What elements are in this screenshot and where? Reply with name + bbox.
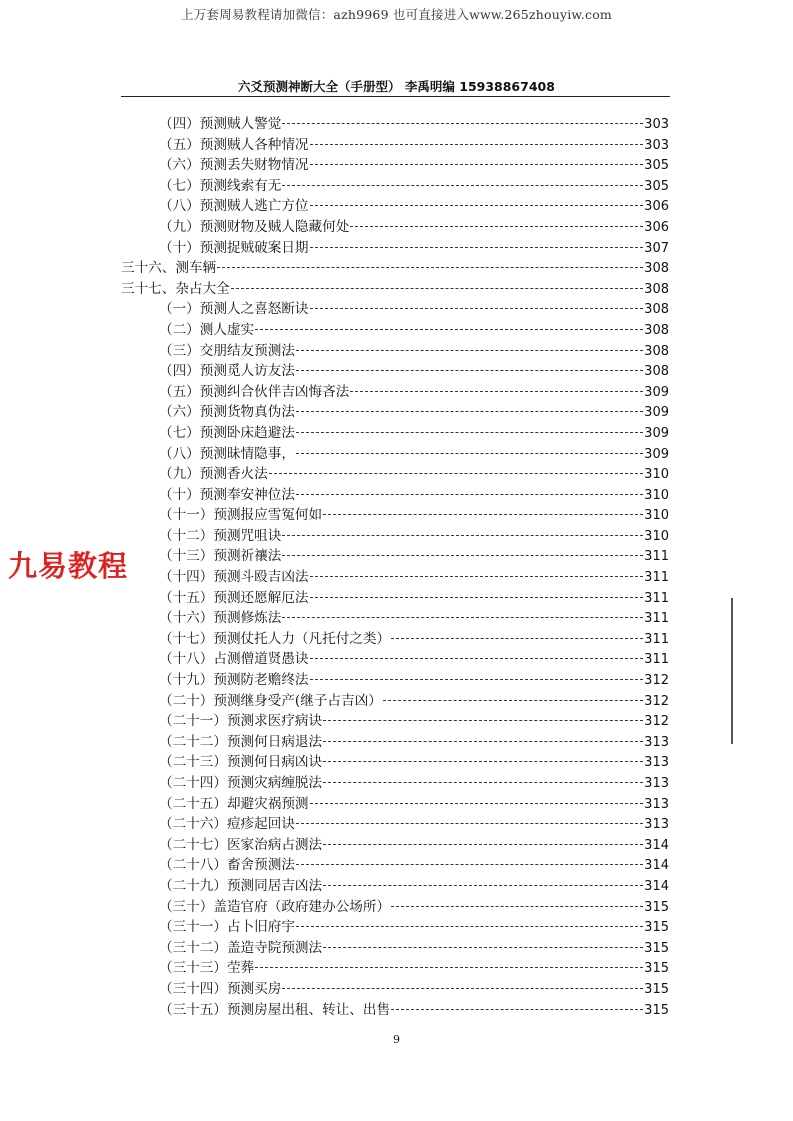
toc-entry-page-number: 310: [644, 508, 669, 524]
toc-entry-label: （一）预测人之喜怒断诀: [159, 301, 309, 318]
toc-dot-leader: [310, 597, 644, 598]
toc-entry-page-number: 315: [644, 940, 669, 956]
toc-dot-leader: [296, 823, 643, 824]
toc-entry-label: （二十九）预测同居吉凶法: [159, 877, 323, 894]
toc-dot-leader: [296, 432, 643, 433]
toc-entry-page-number: 311: [644, 590, 669, 606]
top-banner: 上万套周易教程请加微信：azh9969 也可直接进入www.265zhouyiw.com: [181, 7, 612, 22]
toc-entry-page-number: 309: [644, 446, 669, 462]
toc-subsection-entry: [121, 917, 669, 938]
toc-entry-page-number: 307: [644, 240, 669, 256]
toc-entry-label: （十二）预测咒咀诀: [159, 527, 282, 544]
toc-dot-leader: [310, 576, 644, 577]
toc-subsection-entry: [121, 464, 669, 485]
toc-entry-label: （三十四）预测买房: [159, 980, 282, 997]
toc-subsection-entry: [121, 897, 669, 918]
toc-dot-leader: [296, 453, 643, 454]
toc-entry-page-number: 308: [644, 343, 669, 359]
toc-section-entry: [121, 258, 669, 279]
toc-entry-label: （十五）预测还愿解厄法: [159, 589, 309, 606]
watermark: 九易教程: [8, 549, 129, 583]
toc-subsection-entry: [121, 752, 669, 773]
toc-dot-leader: [282, 185, 643, 186]
toc-entry-label: （三十三）茔葬: [159, 960, 255, 977]
toc-subsection-entry: [121, 299, 669, 320]
toc-subsection-entry: [121, 196, 669, 217]
toc-entry-page-number: 303: [644, 137, 669, 153]
toc-entry-page-number: 312: [644, 673, 669, 689]
toc-subsection-entry: [121, 958, 669, 979]
toc-entry-page-number: 305: [644, 158, 669, 174]
toc-entry-label: （十九）预测防老赡终法: [159, 672, 309, 689]
scan-edge-mark: [731, 598, 733, 744]
toc-entry-label: （二十八）畜舍预测法: [159, 857, 295, 874]
toc-entry-page-number: 313: [644, 755, 669, 771]
toc-entry-label: （十七）预测仗托人力（凡托付之类）: [159, 630, 391, 647]
toc-entry-page-number: 313: [644, 776, 669, 791]
toc-entry-label: （三十一）占卜旧府宇: [159, 919, 295, 936]
toc-dot-leader: [282, 123, 643, 124]
toc-subsection-entry: [121, 649, 669, 670]
toc-entry-label: （九）预测财物及贼人隐藏何处: [159, 218, 350, 235]
toc-dot-leader: [323, 782, 643, 783]
toc-dot-leader: [323, 720, 643, 721]
toc-entry-label: （二十二）预测何日病退法: [159, 733, 323, 750]
page-number: 9: [393, 1033, 400, 1046]
toc-subsection-entry: [121, 855, 669, 876]
toc-dot-leader: [231, 288, 643, 289]
toc-entry-label: （二）测人虚实: [159, 321, 255, 338]
toc-entry-label: （八）预测昧情隐事，: [159, 445, 295, 462]
toc-entry-page-number: 315: [644, 961, 669, 977]
toc-dot-leader: [391, 1009, 643, 1010]
toc-entry-label: 三十六、测车辆: [121, 260, 217, 277]
toc-entry-label: （二十四）预测灾病缠脱法: [159, 775, 323, 791]
toc-dot-leader: [296, 864, 643, 865]
toc-subsection-entry: [121, 814, 669, 835]
toc-dot-leader: [296, 411, 643, 412]
toc-subsection-entry: [121, 588, 669, 609]
toc-entry-label: （二十五）却避灾祸预测: [159, 795, 309, 812]
toc-dot-leader: [323, 761, 643, 762]
toc-entry-label: （十四）预测斗殴吉凶法: [159, 569, 309, 586]
header-rule: [121, 96, 670, 97]
toc-dot-leader: [217, 267, 643, 268]
toc-entry-label: （二十三）预测何日病凶诀: [159, 754, 323, 771]
toc-subsection-entry: [121, 320, 669, 341]
toc-subsection-entry: [121, 485, 669, 506]
toc-dot-leader: [282, 617, 643, 618]
toc-entry-label: （十六）预测修炼法: [159, 610, 282, 627]
toc-dot-leader: [391, 906, 643, 907]
toc-subsection-entry: [121, 505, 669, 526]
toc-entry-page-number: 309: [644, 425, 669, 441]
toc-entry-label: （十八）占测僧道贤愚诀: [159, 651, 309, 668]
toc-subsection-entry: [121, 608, 669, 629]
toc-dot-leader: [282, 555, 643, 556]
toc-subsection-entry: [121, 341, 669, 362]
toc-subsection-entry: [121, 238, 669, 259]
toc-subsection-entry: [121, 444, 669, 465]
toc-entry-page-number: 311: [644, 611, 669, 627]
toc-entry-label: （四）预测觅人访友法: [159, 363, 295, 380]
toc-subsection-entry: [121, 546, 669, 567]
toc-subsection-entry: [121, 1000, 669, 1021]
toc-subsection-entry: [121, 691, 669, 712]
toc-entry-label: （五）预测纠合伙伴吉凶悔吝法: [159, 383, 350, 400]
toc-entry-page-number: 308: [644, 364, 669, 380]
toc-subsection-entry: [121, 217, 669, 238]
toc-entry-label: （七）预测卧床趋避法: [159, 424, 295, 441]
toc-entry-label: （三十）盖造官府（政府建办公场所）: [159, 898, 391, 915]
table-of-contents: [121, 114, 669, 1020]
toc-entry-label: （二十七）医家治病占测法: [159, 836, 323, 853]
toc-entry-page-number: 315: [644, 1002, 669, 1018]
toc-entry-label: （二十一）预测求医疗病诀: [159, 713, 323, 730]
toc-entry-label: （七）预测线索有无: [159, 177, 282, 194]
toc-entry-page-number: 314: [644, 837, 669, 853]
toc-entry-label: （三）交朋结友预测法: [159, 342, 295, 359]
toc-entry-label: （九）预测香火法: [159, 466, 268, 483]
toc-entry-page-number: 310: [644, 487, 669, 503]
toc-entry-page-number: 314: [644, 878, 669, 894]
toc-dot-leader: [391, 638, 643, 639]
toc-entry-label: （十）预测捉贼破案日期: [159, 239, 309, 256]
toc-entry-page-number: 314: [644, 858, 669, 874]
toc-subsection-entry: [121, 835, 669, 856]
toc-entry-page-number: 313: [644, 796, 669, 812]
toc-entry-page-number: 308: [644, 261, 669, 277]
toc-entry-label: （四）预测贼人警觉: [159, 116, 282, 132]
toc-entry-page-number: 311: [644, 549, 669, 565]
toc-subsection-entry: [121, 402, 669, 423]
toc-dot-leader: [296, 350, 643, 351]
toc-entry-label: （十三）预测祈禳法: [159, 548, 282, 565]
toc-entry-label: （二十）预测继身受产(继子占吉凶）: [159, 692, 382, 709]
toc-dot-leader: [323, 947, 643, 948]
toc-entry-label: （六）预测丢失财物情况: [159, 157, 309, 174]
toc-dot-leader: [296, 926, 643, 927]
toc-dot-leader: [310, 144, 644, 145]
toc-entry-page-number: 306: [644, 219, 669, 235]
toc-entry-page-number: 313: [644, 817, 669, 833]
toc-entry-label: （三十二）盖造寺院预测法: [159, 939, 323, 956]
toc-entry-page-number: 312: [644, 693, 669, 709]
toc-entry-page-number: 308: [644, 281, 669, 297]
toc-dot-leader: [323, 885, 643, 886]
toc-subsection-entry: [121, 114, 669, 135]
toc-entry-label: （八）预测贼人逃亡方位: [159, 198, 309, 215]
toc-dot-leader: [323, 514, 643, 515]
toc-subsection-entry: [121, 773, 669, 794]
toc-subsection-entry: [121, 876, 669, 897]
toc-subsection-entry: [121, 135, 669, 156]
toc-entry-label: （六）预测货物真伪法: [159, 404, 295, 421]
toc-dot-leader: [310, 164, 644, 165]
toc-subsection-entry: [121, 423, 669, 444]
toc-entry-page-number: 315: [644, 981, 669, 997]
toc-entry-page-number: 315: [644, 899, 669, 915]
toc-dot-leader: [255, 967, 643, 968]
toc-entry-page-number: 308: [644, 302, 669, 318]
toc-entry-label: 三十七、杂占大全: [121, 280, 230, 297]
toc-dot-leader: [310, 205, 644, 206]
toc-subsection-entry: [121, 979, 669, 1000]
document-header: 六爻预测神断大全（手册型） 李禹明编 15938867408: [238, 79, 555, 94]
toc-entry-label: （三十五）预测房屋出租、转让、出售: [159, 1001, 391, 1018]
toc-subsection-entry: [121, 732, 669, 753]
toc-entry-page-number: 303: [644, 117, 669, 132]
toc-entry-label: （十）预测奉安神位法: [159, 486, 295, 503]
toc-subsection-entry: [121, 794, 669, 815]
toc-dot-leader: [255, 329, 643, 330]
toc-dot-leader: [296, 494, 643, 495]
toc-subsection-entry: [121, 382, 669, 403]
toc-subsection-entry: [121, 567, 669, 588]
toc-dot-leader: [310, 679, 644, 680]
toc-entry-page-number: 315: [644, 920, 669, 936]
toc-entry-page-number: 311: [644, 652, 669, 668]
toc-dot-leader: [310, 247, 644, 248]
toc-dot-leader: [383, 700, 643, 701]
toc-dot-leader: [350, 226, 643, 227]
toc-subsection-entry: [121, 629, 669, 650]
toc-entry-page-number: 310: [644, 528, 669, 544]
toc-entry-label: （十一）预测报应雪冤何如: [159, 507, 323, 524]
toc-entry-page-number: 309: [644, 405, 669, 421]
toc-dot-leader: [269, 473, 643, 474]
toc-entry-label: （二十六）痘疹起回诀: [159, 816, 295, 833]
toc-entry-page-number: 305: [644, 178, 669, 194]
toc-dot-leader: [310, 308, 644, 309]
toc-subsection-entry: [121, 711, 669, 732]
toc-dot-leader: [323, 741, 643, 742]
toc-dot-leader: [310, 803, 644, 804]
toc-dot-leader: [282, 535, 643, 536]
toc-dot-leader: [350, 391, 643, 392]
toc-subsection-entry: [121, 670, 669, 691]
toc-dot-leader: [296, 370, 643, 371]
toc-entry-page-number: 313: [644, 734, 669, 750]
toc-entry-page-number: 310: [644, 467, 669, 483]
toc-subsection-entry: [121, 176, 669, 197]
toc-entry-page-number: 306: [644, 199, 669, 215]
toc-subsection-entry: [121, 526, 669, 547]
toc-entry-page-number: 311: [644, 570, 669, 586]
toc-dot-leader: [282, 988, 643, 989]
toc-section-entry: [121, 279, 669, 300]
toc-entry-page-number: 312: [644, 714, 669, 730]
toc-entry-page-number: 311: [644, 631, 669, 647]
toc-entry-label: （五）预测贼人各种情况: [159, 136, 309, 153]
toc-dot-leader: [310, 658, 644, 659]
toc-entry-page-number: 309: [644, 384, 669, 400]
toc-dot-leader: [323, 844, 643, 845]
toc-subsection-entry: [121, 155, 669, 176]
toc-subsection-entry: [121, 938, 669, 959]
toc-entry-page-number: 308: [644, 322, 669, 338]
toc-subsection-entry: [121, 361, 669, 382]
